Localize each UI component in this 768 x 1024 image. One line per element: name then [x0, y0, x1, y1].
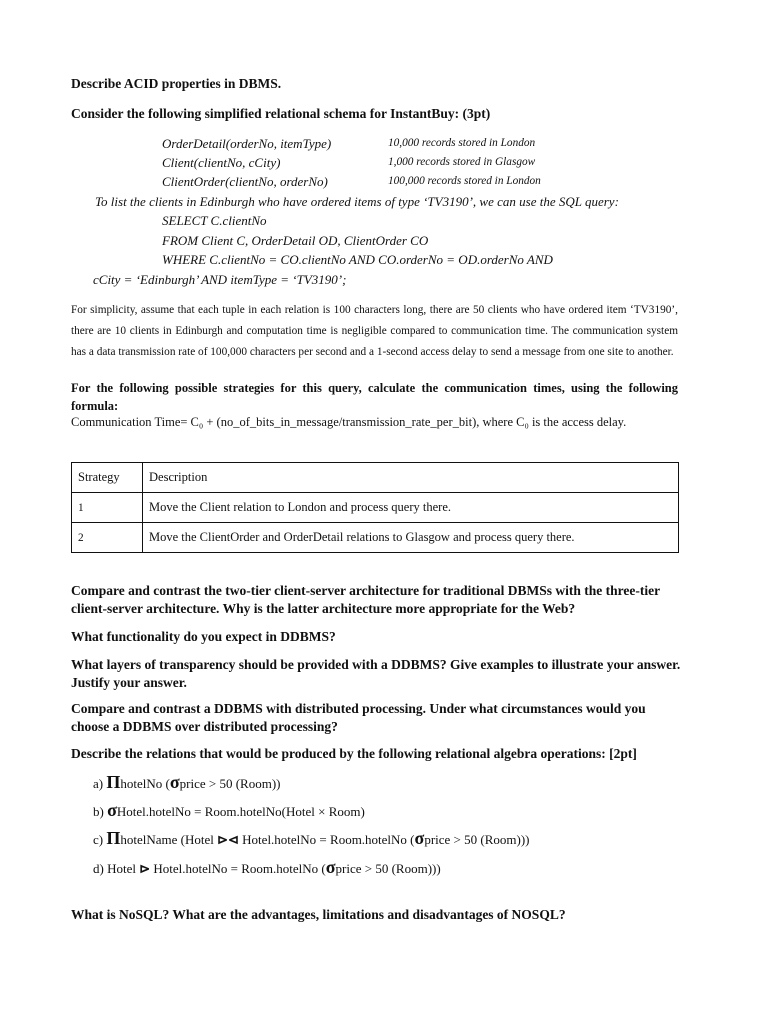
- strategy-description: Move the ClientOrder and OrderDetail relations to Glasgow and process query there.: [143, 523, 679, 553]
- ra-text: hotelNo (: [120, 776, 170, 791]
- ra-text: Hotel.hotelNo = Room.hotelNo (: [238, 832, 415, 847]
- ra-item-a: [93, 772, 280, 793]
- question-transparency: What layers of transparency should be provided with a DDBMS? Give examples to illustrate your answer. Justify your answer.: [71, 657, 681, 690]
- join-symbol: ⊳⊲: [217, 832, 239, 847]
- ra-item-b: [93, 800, 365, 821]
- item-label: a): [93, 776, 104, 791]
- query-intro: To list the clients in Edinburgh who have ordered items of type ‘TV3190’, we can use the SQL query:: [95, 194, 619, 209]
- ra-text: Hotel: [107, 861, 140, 876]
- sql-from: FROM Client C, OrderDetail OD, ClientOrder CO: [162, 233, 429, 248]
- assumption-paragraph: For simplicity, assume that each tuple in each relation is 100 characters long, there are 50 clients who have ordered item ‘TV3190’, there are 10 clients in Edinburgh and computation time is negligible compared to communication time. The communication system has a data transmission rate of 100,000 characters per second and a 1-second access delay to send a message from one site to another.: [71, 304, 678, 358]
- strategy-number: 2: [72, 523, 143, 553]
- strategy-description: Move the Client relation to London and process query there.: [143, 493, 679, 523]
- question-schema: Consider the following simplified relational schema for InstantBuy: (3pt): [71, 106, 491, 121]
- selection-symbol: σ: [169, 772, 180, 792]
- schema-info-client: 1,000 records stored in Glasgow: [388, 156, 536, 168]
- selection-symbol: σ: [107, 800, 117, 820]
- strategies-intro: For the following possible strategies for this query, calculate the communication times, using the following formula:: [71, 381, 678, 413]
- question-relational-algebra: Describe the relations that would be produced by the following relational algebra operations: [2pt]: [71, 746, 637, 761]
- ra-text: price > 50 (Room))): [424, 832, 530, 847]
- strategy-table: [71, 462, 679, 553]
- header-description: Description: [143, 463, 679, 493]
- item-label: c): [93, 832, 104, 847]
- formula-text: Communication Time= C₀ + (no_of_bits_in_message/transmission_rate_per_bit), where C₀ is the access delay.: [71, 415, 627, 429]
- strategy-number: 1: [72, 493, 143, 523]
- table-row: [72, 493, 679, 523]
- ra-text: price > 50 (Room))): [335, 861, 441, 876]
- ra-text: price > 50 (Room)): [179, 776, 281, 791]
- selection-symbol: σ: [414, 828, 425, 848]
- question-acid: Describe ACID properties in DBMS.: [71, 76, 282, 91]
- schema-info-orderdetail: 10,000 records stored in London: [388, 137, 536, 149]
- question-ddbms-vs-distributed: Compare and contrast a DDBMS with distributed processing. Under what circumstances would you choose a DDBMS over distributed processing?: [71, 701, 646, 734]
- header-strategy: Strategy: [72, 463, 143, 493]
- item-label: b): [93, 804, 104, 819]
- ra-item-d: [93, 857, 441, 878]
- ra-item-c: [93, 828, 529, 849]
- projection-symbol: Π: [106, 772, 121, 792]
- sql-condition: cCity = ‘Edinburgh’ AND itemType = ‘TV3190’;: [93, 272, 347, 287]
- question-nosql: What is NoSQL? What are the advantages, limitations and disadvantages of NOSQL?: [71, 907, 566, 922]
- table-header-row: [72, 463, 679, 493]
- ra-text: hotelName (Hotel: [120, 832, 218, 847]
- sql-select: SELECT C.clientNo: [162, 213, 267, 228]
- schema-info-clientorder: 100,000 records stored in London: [388, 175, 541, 187]
- schema-rel-clientorder: ClientOrder(clientNo, orderNo): [162, 174, 328, 189]
- schema-rel-client: Client(clientNo, cCity): [162, 155, 281, 170]
- ra-text: Hotel.hotelNo = Room.hotelNo (: [150, 861, 326, 876]
- item-label: d): [93, 861, 104, 876]
- selection-symbol: σ: [325, 857, 336, 877]
- sql-where: WHERE C.clientNo = CO.clientNo AND CO.orderNo = OD.orderNo AND: [162, 252, 553, 267]
- ra-text: Hotel.hotelNo = Room.hotelNo(Hotel × Room): [116, 804, 365, 819]
- question-ddbms-functionality: What functionality do you expect in DDBMS?: [71, 629, 336, 644]
- schema-rel-orderdetail: OrderDetail(orderNo, itemType): [162, 136, 332, 151]
- question-tier-architecture: Compare and contrast the two-tier client-server architecture for traditional DBMSs with the three-tier client-server architecture. Why is the latter architecture more appropriate for the Web?: [71, 583, 660, 616]
- table-row: [72, 523, 679, 553]
- semijoin-symbol: ⊳: [139, 861, 151, 876]
- projection-symbol: Π: [106, 828, 121, 848]
